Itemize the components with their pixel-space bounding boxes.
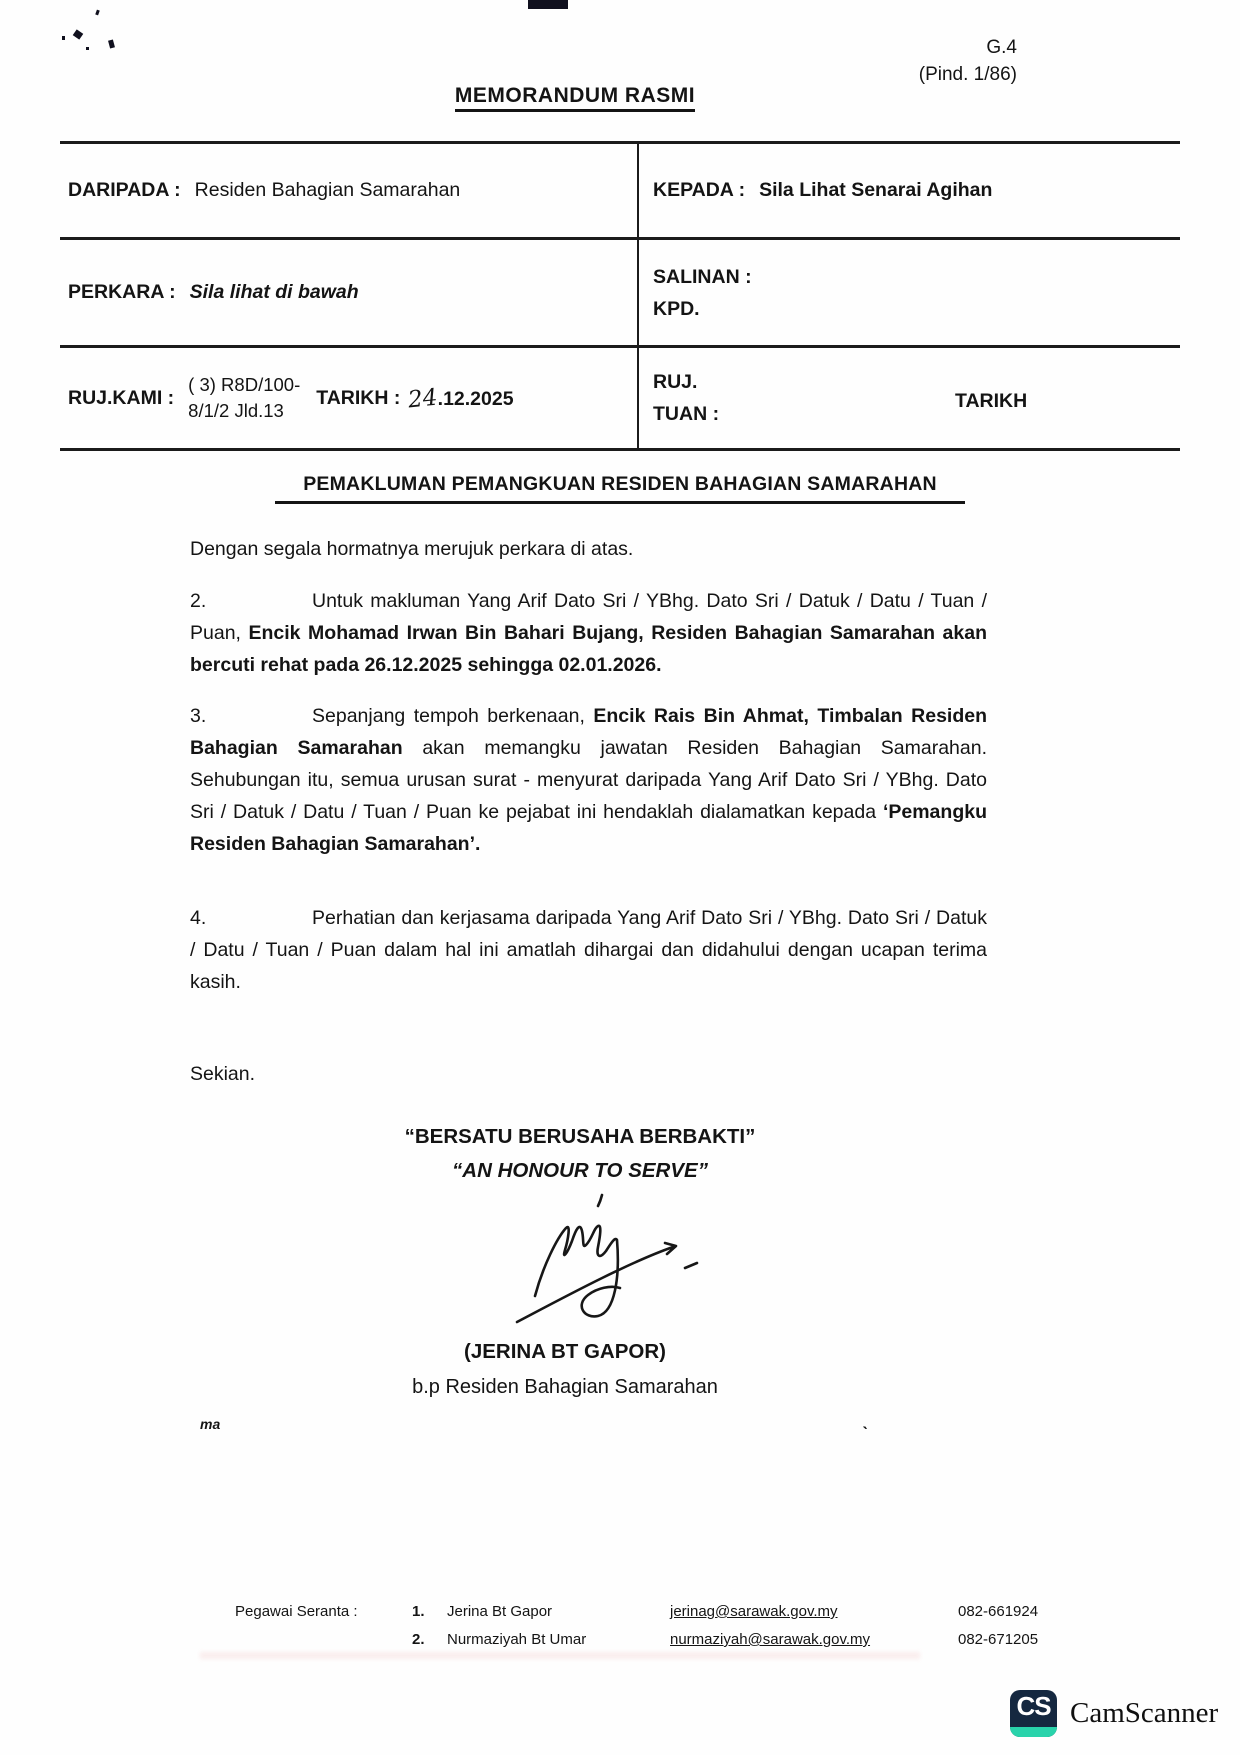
kepada-cell — [637, 144, 1180, 240]
ruj-kami-line2: 8/1/2 Jld.13 — [188, 400, 284, 421]
signature-apostrophe-mark — [598, 1195, 602, 1206]
contact-name: Nurmaziyah Bt Umar — [447, 1631, 587, 1648]
contact-number: 1. — [412, 1603, 425, 1620]
salinan-cell — [637, 240, 1180, 348]
subject-heading-wrap — [30, 473, 1210, 496]
perkara-label: PERKARA : — [68, 281, 176, 303]
ruj-kami-line1: ( 3) R8D/100- — [188, 374, 301, 395]
contact-number: 2. — [412, 1631, 425, 1648]
salinan-label: SALINAN : — [653, 265, 752, 288]
daripada-value: Residen Bahagian Samarahan — [194, 179, 461, 201]
contact-row — [235, 1626, 1038, 1654]
camscanner-logo-icon — [1010, 1690, 1057, 1737]
scan-speck — [62, 36, 65, 40]
daripada-cell — [60, 144, 637, 240]
signature-trailing-dash — [685, 1263, 697, 1268]
tarikh-right-label: TARIKH — [955, 390, 1028, 412]
form-revision: (Pind. 1/86) — [918, 64, 1017, 85]
tarikh-value — [407, 384, 514, 414]
motto-line-malay: “BERSATU BERUSAHA BERBAKTI” — [404, 1125, 756, 1148]
paragraph-3 — [190, 700, 987, 860]
typist-initials: ma — [200, 1416, 221, 1432]
contact-name: Jerina Bt Gapor — [447, 1603, 553, 1620]
paragraph-3-bold-name: Encik Rais Bin Ahmat, Timbalan Residen Bahagian Samarahan — [190, 705, 988, 759]
paragraph-2-number: 2. — [190, 590, 207, 612]
perkara-cell — [60, 240, 637, 348]
paragraph-3-text-b: akan memangku jawatan Residen Bahagian Samarahan. Sehubungan itu, semua urusan surat - menyurat daripada Yang Arif Dato Sri / YBhg. Dato Sri / Datuk / Datu / Tuan / Puan ke pejabat ini hendaklah dialamatkan kepada — [190, 737, 988, 823]
ruj-tuan-line1: RUJ. — [653, 371, 698, 393]
perkara-value: Sila lihat di bawah — [189, 281, 359, 303]
contact-phone: 082-661924 — [958, 1603, 1039, 1620]
subject-heading: PEMAKLUMAN PEMANGKUAN RESIDEN BAHAGIAN SAMARAHAN — [275, 473, 965, 504]
paragraph-4-number: 4. — [190, 907, 207, 929]
scan-speck — [95, 10, 100, 16]
motto-line-english: “AN HONOUR TO SERVE” — [452, 1159, 708, 1182]
scan-speck — [73, 29, 84, 39]
camscanner-logo-accent-strip — [1010, 1727, 1057, 1737]
paragraph-4-text: Perhatian dan kerjasama daripada Yang Arif Dato Sri / YBhg. Dato Sri / Datuk / Datu / Tuan / Puan dalam hal ini amatlah dihargai dan didahului dengan ucapan terima kasih. — [190, 907, 987, 993]
signatory-name: (JERINA BT GAPOR) — [464, 1340, 666, 1363]
tarikh-handwritten-day: 24 — [407, 384, 440, 414]
page-title-text: MEMORANDUM RASMI — [455, 84, 695, 112]
ruj-kami-cell — [60, 348, 637, 448]
salutation-line: Dengan segala hormatnya merujuk perkara di atas. — [190, 538, 634, 560]
scan-speck — [108, 39, 115, 48]
camscanner-watermark — [1010, 1690, 1218, 1737]
signatory-on-behalf: b.p Residen Bahagian Samarahan — [412, 1376, 718, 1398]
paragraph-3-text-a: Sepanjang tempoh berkenaan, — [312, 705, 594, 727]
ruj-tuan-cell — [637, 348, 1180, 448]
signature-scribble — [505, 1192, 700, 1337]
paragraph-4 — [190, 902, 987, 998]
camscanner-wordmark: CamScanner — [1070, 1697, 1219, 1729]
scan-tick-mark: ˋ — [862, 1424, 868, 1444]
closing-line: Sekian. — [190, 1063, 256, 1085]
footer-contacts — [235, 1598, 1038, 1654]
paragraph-3-bold-title: ‘Pemangku Residen Bahagian Samarahan’. — [190, 801, 987, 855]
paragraph-2-text: Untuk makluman Yang Arif Dato Sri / YBhg. Dato Sri / Datuk / Datu / Tuan / Puan, — [190, 590, 987, 644]
tarikh-label: TARIKH : — [316, 386, 401, 409]
paragraph-2 — [190, 585, 987, 681]
form-code-block — [919, 34, 1017, 88]
tarikh-printed-part: .12.2025 — [437, 388, 514, 410]
paragraph-3-number: 3. — [190, 705, 207, 727]
daripada-label: DARIPADA : — [68, 179, 181, 201]
paragraph-2-bold-text: Encik Mohamad Irwan Bin Bahari Bujang, Residen Bahagian Samarahan akan bercuti rehat pada 26.12.2025 sehingga 02.01.2026. — [190, 622, 987, 676]
pegawai-seranta-label: Pegawai Seranta : — [235, 1603, 358, 1620]
contact-email: jerinag@sarawak.gov.my — [670, 1603, 838, 1620]
ruj-kami-value — [188, 372, 300, 424]
kepada-label: KEPADA : — [653, 179, 746, 201]
motto-block — [0, 1120, 1160, 1188]
ruj-tuan-line2: TUAN : — [653, 403, 720, 425]
form-code: G.4 — [986, 37, 1017, 58]
camscanner-logo-text: CS — [1016, 1691, 1051, 1721]
ruj-kami-label: RUJ.KAMI : — [68, 386, 175, 409]
page-title — [0, 84, 1150, 108]
scan-artifact-top-bar — [528, 0, 568, 9]
contact-phone: 082-671205 — [958, 1631, 1039, 1648]
contact-email: nurmaziyah@sarawak.gov.my — [670, 1631, 871, 1648]
salinan-kpd: KPD. — [653, 297, 700, 320]
kepada-value: Sila Lihat Senarai Agihan — [759, 179, 993, 201]
contact-row — [235, 1598, 1038, 1626]
scan-speck — [86, 47, 89, 50]
